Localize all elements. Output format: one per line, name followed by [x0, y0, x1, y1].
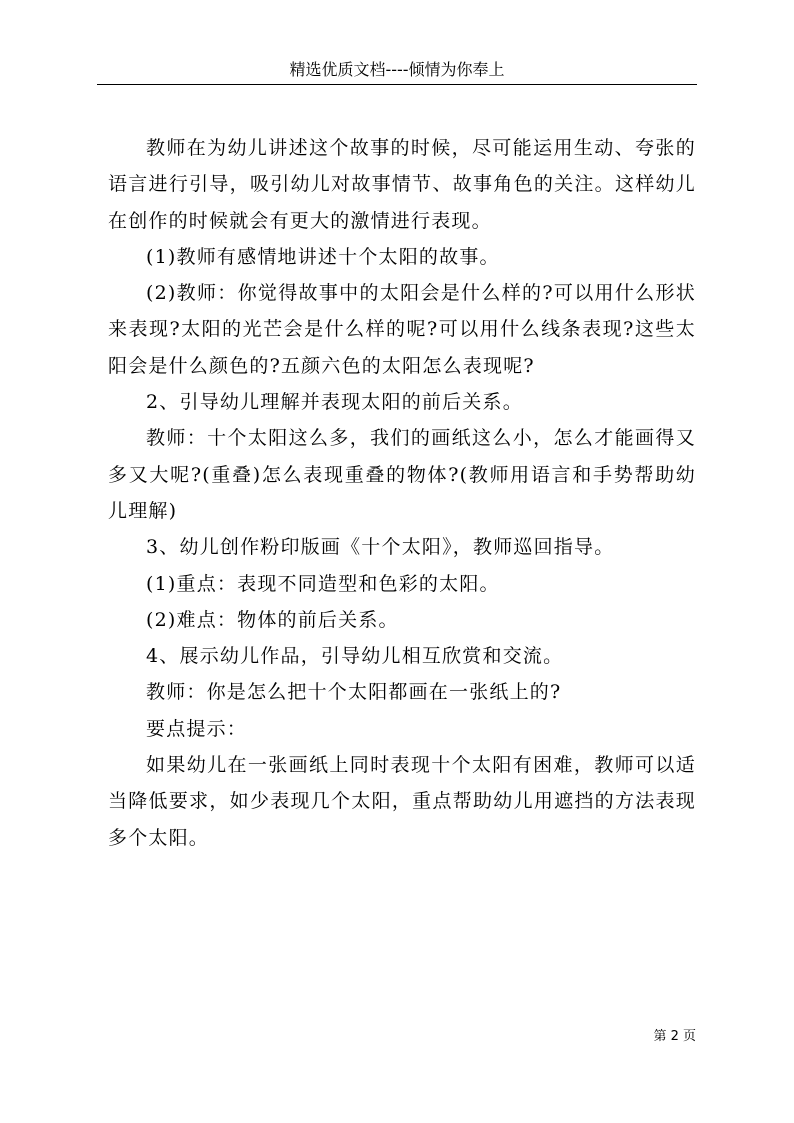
paragraph-1: 教师在为幼儿讲述这个故事的时候，尽可能运用生动、夸张的语言进行引导，吸引幼儿对故事情节、故事角色的关注。这样幼儿在创作的时候就会有更大的激情进行表现。 [108, 137, 696, 232]
page-number: 第 2 页 [653, 1029, 696, 1044]
paragraph-12: 如果幼儿在一张画纸上同时表现十个太阳有困难，教师可以适当降低要求，如少表现几个太阳，重点帮助幼儿用遮挡的方法表现多个太阳。 [108, 754, 696, 849]
page-header-title: 精选优质文档----倾情为你奉上 [289, 60, 505, 79]
paragraph-4: 2、引导幼儿理解并表现太阳的前后关系。 [146, 391, 523, 414]
header-divider [97, 84, 697, 85]
document-body [108, 130, 696, 856]
paragraph-9: 4、展示幼儿作品，引导幼儿相互欣赏和交流。 [146, 645, 564, 668]
paragraph-10: 教师：你是怎么把十个太阳都画在一张纸上的? [146, 681, 562, 704]
paragraph-3: (2)教师：你觉得故事中的太阳会是什么样的?可以用什么形状来表现?太阳的光芒会是什么样的呢?可以用什么线条表现?这些太阳会是什么颜色的?五颜六色的太阳怎么表现呢? [108, 282, 696, 377]
paragraph-7: (1)重点：表现不同造型和色彩的太阳。 [146, 572, 500, 595]
paragraph-11: 要点提示： [146, 717, 248, 740]
paragraph-6: 3、幼儿创作粉印版画《十个太阳》，教师巡回指导。 [146, 536, 615, 559]
paragraph-2: (1)教师有感情地讲述十个太阳的故事。 [146, 245, 500, 268]
paragraph-5: 教师：十个太阳这么多，我们的画纸这么小，怎么才能画得又多又大呢?(重叠)怎么表现重叠的物体?(教师用语言和手势帮助幼儿理解) [108, 427, 696, 522]
paragraph-8: (2)难点：物体的前后关系。 [146, 608, 399, 631]
